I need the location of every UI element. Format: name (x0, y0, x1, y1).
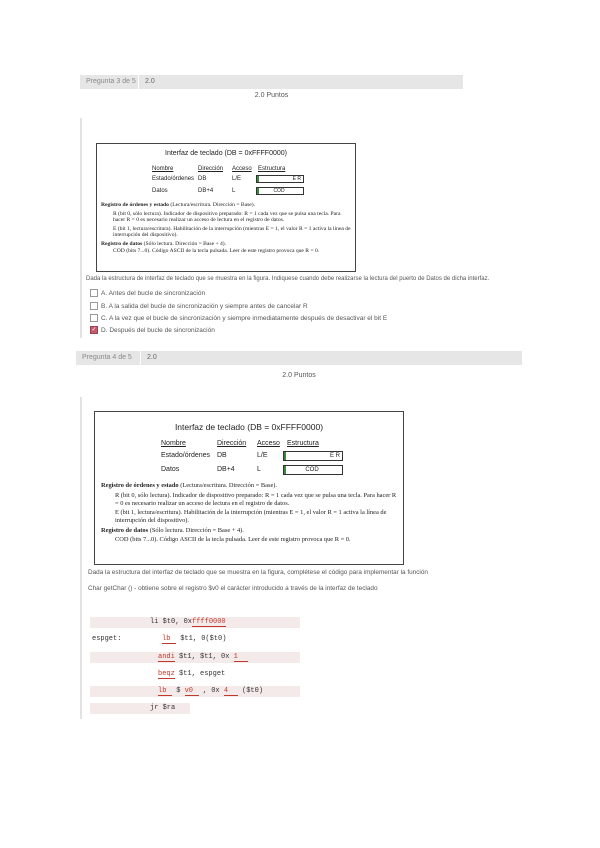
option-d[interactable] (90, 326, 215, 335)
reg-title: Registro de órdenes y estado (101, 482, 179, 489)
reg-title-rest: (Lectura/escritura. Dirección = Base). (170, 202, 256, 208)
code-instr: jr $ra (150, 704, 176, 712)
col-header-name: Nombre (161, 440, 186, 447)
code-tail: , 0x (198, 687, 224, 695)
question-3-header (80, 75, 463, 89)
code-blank-input[interactable]: 4 (224, 687, 238, 696)
question-4-points-label: 2.0 Puntos (282, 372, 316, 379)
row-dir: DB (198, 176, 207, 182)
col-header-dir: Dirección (198, 166, 224, 172)
bullet-r: R (bit 0, sólo lectura). Indicador de dispositivo preparado: R = 1 cada vez que se pulsa una tecla. Para hacer R = 0 es necesario realizar un acceso de lectura en el registro de datos. (115, 491, 397, 507)
figure-text (101, 202, 351, 255)
bullet-cod: COD (bits 7...0). Código ASCII de la tecla pulsada. Leer de este registro provoca que R = 0. (115, 535, 351, 543)
code-blank-input[interactable]: andi (158, 653, 175, 661)
data-title-rest: (Sólo lectura. Dirección = Base + 4). (149, 526, 244, 534)
code-instr: li $t0, 0x (150, 618, 193, 626)
bullet-cod: COD (bits 7...0). Código ASCII de la tecla pulsada. Leer de este registro provoca que R = 0. (113, 248, 320, 254)
bullet-e: E (bit 1, lectura/escritura). Habilitación de la interrupción (mientras E = 1, el valor R = 1 activa la línea de interrupción del dispositivo). (113, 225, 351, 238)
code-tail: ($t0) (237, 687, 264, 695)
question-3-points-label: 2.0 Puntos (254, 92, 289, 99)
row-dir: DB+4 (217, 466, 235, 473)
bullet-r: R (bit 0, sólo lectura). Indicador de dispositivo preparado: R = 1 cada vez que se pulsa una tecla. Para hacer R = 0 es necesario realizar un acceso de lectura en el registro de datos. (113, 210, 341, 223)
register-bits: E R (292, 176, 301, 182)
code-blank-input[interactable]: beqz (158, 670, 175, 678)
code-line-4 (158, 670, 225, 679)
col-header-access: Acceso (257, 440, 280, 447)
bullet-e: E (bit 1, lectura/escritura). Habilitación de la interrupción (mientras E = 1, el valor R = 1 activa la línea de interrupción del dispositivo). (115, 509, 387, 525)
question-4-header (76, 351, 522, 365)
col-header-struct: Estructura (258, 166, 286, 172)
question-4-text-2: Char getChar () - obtiene sobre el registro $v0 el carácter introducido a través de la interfaz de teclado (88, 585, 378, 592)
option-b[interactable] (90, 302, 308, 311)
option-text: Antes del bucle de sincronización (108, 290, 206, 297)
option-letter: D. (101, 327, 108, 334)
code-tail: $t1, $t1, 0x (174, 653, 234, 661)
checkbox[interactable] (90, 314, 98, 322)
question-4-figure (94, 411, 404, 565)
question-4-points: 2.0 (140, 351, 157, 365)
code-blank-input[interactable]: ffff0000 (192, 618, 226, 626)
register-bits: E R (329, 453, 340, 459)
checkbox[interactable] (90, 289, 98, 297)
question-4-text: Dada la estructura del interfaz de teclado que se muestra en la figura, complétese el código para implementar la función (88, 569, 428, 576)
question-3-points: 2.0 (138, 75, 155, 89)
code-blank-input[interactable]: v0 (185, 687, 199, 696)
checkbox[interactable] (90, 302, 98, 310)
option-text: Después del bucle de sincronización (109, 327, 215, 334)
col-header-name: Nombre (152, 166, 174, 172)
option-letter: B. (101, 303, 108, 310)
register-box (283, 451, 343, 461)
code-tail: $t1, espget (174, 670, 226, 678)
code-line-3 (158, 653, 248, 662)
register-box (256, 175, 304, 183)
code-line-6 (150, 704, 175, 712)
row-dir: DB+4 (198, 188, 214, 194)
question-3-figure (96, 143, 356, 272)
register-bits: COD (273, 188, 285, 194)
row-access: L (232, 188, 236, 194)
code-line-5 (158, 687, 263, 696)
code-tail: $t1, 0($t0) (176, 635, 227, 643)
code-line-2 (92, 635, 121, 643)
option-text: A la vez que el bucle de sincronización y siempre inmediatamente después de desactivar el bit E (108, 315, 388, 322)
question-4-number: Pregunta 4 de 5 (82, 354, 132, 361)
figure-text (101, 482, 399, 544)
option-letter: C. (101, 315, 108, 322)
row-name: Datos (152, 188, 168, 194)
data-title: Registro de datos (101, 526, 149, 534)
checkbox-checked[interactable] (90, 326, 98, 334)
option-letter: A. (101, 290, 108, 297)
data-title: Registro de datos (101, 240, 143, 247)
code-blank-input[interactable]: lb (158, 687, 172, 696)
question-3-text: Dada la estructura de interfaz de teclado que se muestra en la figura. Indiquese cuando debe realizarse la lectura del puerto de Datos de dicha interfaz. (86, 276, 490, 282)
code-label: espget: (92, 635, 122, 643)
row-access: L (257, 466, 261, 473)
row-name: Estado/órdenes (161, 452, 211, 459)
register-box (283, 465, 343, 475)
figure-title: Interfaz de teclado (DB = 0xFFFF0000) (165, 150, 287, 157)
row-access: L/E (257, 452, 268, 459)
question-3-number: Pregunta 3 de 5 (86, 78, 136, 85)
row-access: L/E (232, 176, 242, 182)
reg-title-rest: (Lectura/escritura. Dirección = Base). (180, 482, 278, 489)
row-name: Estado/órdenes (152, 176, 195, 182)
code-line-2-body (162, 635, 226, 644)
row-dir: DB (217, 452, 227, 459)
reg-title: Registro de órdenes y estado (101, 202, 169, 208)
code-line-1 (150, 618, 226, 627)
code-blank-input[interactable]: 1 (234, 653, 248, 662)
code-tail: $ (172, 687, 185, 695)
data-title-rest: (Sólo lectura. Dirección = Base + 4). (143, 240, 227, 247)
row-name: Datos (161, 466, 180, 473)
option-a[interactable] (90, 289, 205, 298)
register-box (256, 187, 304, 195)
col-header-struct: Estructura (287, 440, 319, 447)
col-header-access: Acceso (232, 166, 252, 172)
col-header-dir: Dirección (217, 440, 247, 447)
option-c[interactable] (90, 314, 387, 323)
register-bits: COD (305, 467, 319, 473)
option-text: A la salida del bucle de sincronización y siempre antes de cancelar R (108, 303, 308, 310)
figure-title: Interfaz de teclado (DB = 0xFFFF0000) (174, 422, 324, 432)
code-blank-input[interactable]: lb (162, 635, 176, 644)
